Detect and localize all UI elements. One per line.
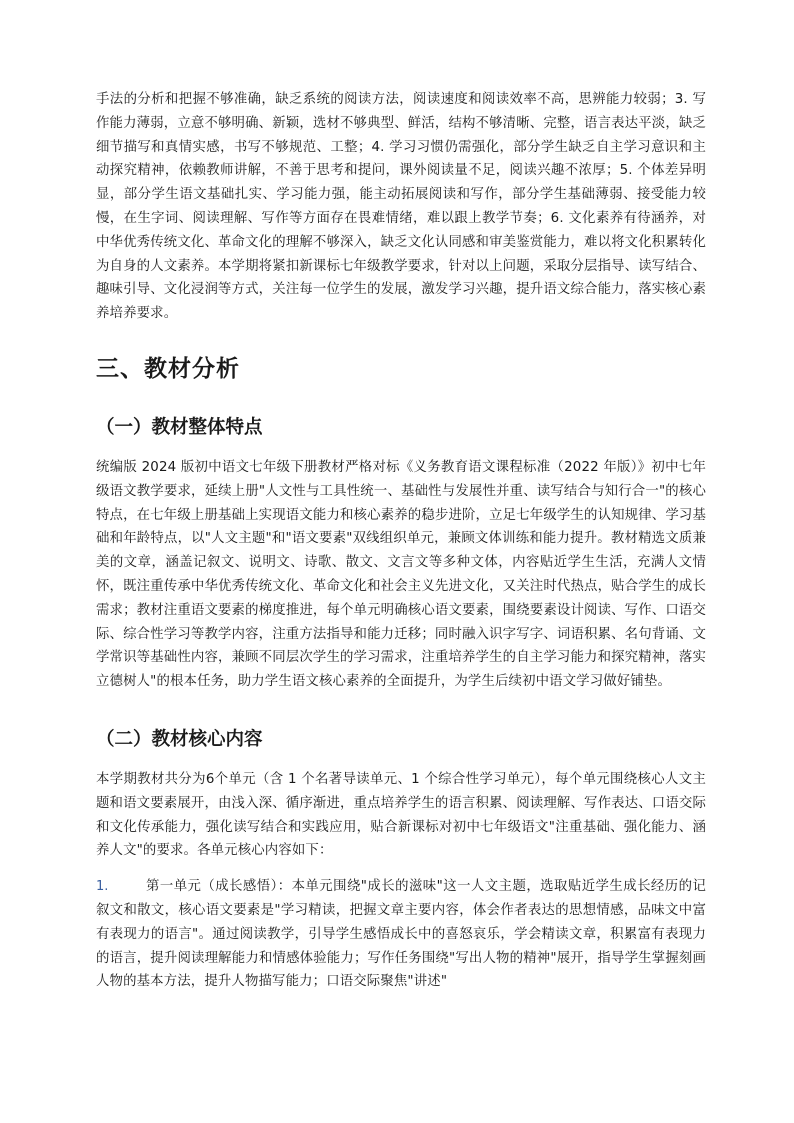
core-content-paragraph: 本学期教材共分为6个单元（含 1 个名著导读单元、1 个综合性学习单元），每个单元围绕核心人文主题和语文要素展开，由浅入深、循序渐进，重点培养学生的语言积累、阅读理解、写作表达、口语交际和文化传承能力，强化读写结合和实践应用，贴合新课标对初中七年级语文"注重基础、强化能力、涵养人文"的要求。各单元核心内容如下： [96, 771, 706, 859]
list-item [96, 875, 706, 994]
list-item-text: 第一单元（成长感悟）：本单元围绕"成长的滋味"这一人文主题，选取贴近学生成长经历的记叙文和散文，核心语文要素是"学习精读，把握文章主要内容，体会作者表达的思想情感，品味文中富有表现力的语言"。通过阅读教学，引导学生感悟成长中的喜怒哀乐，学会精读文章，积累富有表现力的语言，提升阅读理解能力和情感体验能力；写作任务围绕"写出人物的精神"展开，指导学生掌握刻画人物的基本方法，提升人物描写能力；口语交际聚焦"讲述" [96, 879, 706, 990]
subheading-overall-features: （一）教材整体特点 [96, 416, 263, 438]
document-page [96, 88, 706, 994]
overall-features-paragraph: 统编版 2024 版初中语文七年级下册教材严格对标《义务教育语文课程标准（2022 年版）》初中七年级语文教学要求，延续上册"人文性与工具性统一、基础性与发展性并重、读写结合与知行合一"的核心特点，在七年级上册基础上实现语文能力和核心素养的稳步进阶，立足七年级学生的认知规律、学习基础和年龄特点，以"人文主题"和"语文要素"双线组织单元，兼顾文体训练和能力提升。教材精选文质兼美的文章，涵盖记叙文、说明文、诗歌、散文、文言文等多种文体，内容贴近学生生活，充满人文情怀，既注重传承中华优秀传统文化、革命文化和社会主义先进文化，又关注时代热点，贴合学生的成长需求；教材注重语文要素的梯度推进，每个单元明确核心语文要素，围绕要素设计阅读、写作、口语交际、综合性学习等教学内容，注重方法指导和能力迁移；同时融入识字写字、词语积累、名句背诵、文学常识等基础性内容，兼顾不同层次学生的学习需求，注重培养学生的自主学习能力和探究精神，落实立德树人"的根本任务，助力学生语文核心素养的全面提升，为学生后续初中语文学习做好铺垫。 [96, 459, 706, 690]
intro-paragraph: 手法的分析和把握不够准确，缺乏系统的阅读方法，阅读速度和阅读效率不高，思辨能力较弱；3. 写作能力薄弱，立意不够明确、新颖，选材不够典型、鲜活，结构不够清晰、完整，语言表达平淡，缺乏细节描写和真情实感，书写不够规范、工整；4. 学习习惯仍需强化，部分学生缺乏自主学习意识和主动探究精神，依赖教师讲解，不善于思考和提问，课外阅读量不足，阅读兴趣不浓厚；5. 个体差异明显，部分学生语文基础扎实、学习能力强，能主动拓展阅读和写作，部分学生基础薄弱、接受能力较慢，在生字词、阅读理解、写作等方面存在畏难情绪，难以跟上教学节奏；6. 文化素养有待涵养，对中华优秀传统文化、革命文化的理解不够深入，缺乏文化认同感和审美鉴赏能力，难以将文化积累转化为自身的人文素养。本学期将紧扣新课标七年级教学要求，针对以上问题，采取分层指导、读写结合、趣味引导、文化浸润等方式，关注每一位学生的发展，激发学习兴趣，提升语文综合能力，落实核心素养培养要求。 [96, 92, 706, 322]
list-number: 1. [96, 879, 109, 895]
section-heading-textbook-analysis: 三、教材分析 [96, 355, 240, 382]
subheading-core-content: （二）教材核心内容 [96, 728, 263, 750]
